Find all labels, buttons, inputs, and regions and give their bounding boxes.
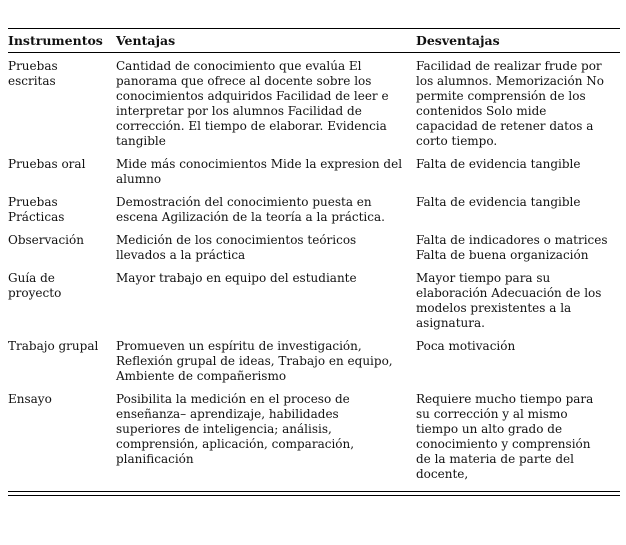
cell-ventajas: Promueven un espíritu de investigación, Reflexión grupal de ideas, Trabajo en equipo, Ambiente de compañerismo: [116, 339, 393, 383]
table-row: [8, 189, 620, 227]
table-row: [8, 265, 620, 333]
cell-instrumento: Guía de proyecto: [8, 271, 62, 300]
cell-ventajas: Medición de los conocimientos teóricos llevados a la práctica: [116, 233, 357, 262]
table-row: [8, 386, 620, 484]
cell-ventajas: Demostración del conocimiento puesta en escena Agilización de la teoría a la práctica.: [116, 195, 385, 224]
cell-instrumento: Pruebas oral: [8, 157, 86, 171]
cell-desventajas: Poca motivación: [416, 339, 516, 353]
header-row: [8, 29, 620, 53]
cell-instrumento: Trabajo grupal: [8, 339, 99, 353]
cell-instrumento: Ensayo: [8, 392, 52, 406]
cell-desventajas: Falta de indicadores o matrices Falta de buena organización: [416, 233, 608, 262]
column-header-desventajas: Desventajas: [416, 29, 620, 53]
table-header: [8, 29, 620, 53]
cell-desventajas: Falta de evidencia tangible: [416, 157, 581, 171]
cell-desventajas: Falta de evidencia tangible: [416, 195, 581, 209]
instruments-comparison-table: [8, 28, 620, 484]
table-bottom-rule: [8, 491, 620, 496]
cell-desventajas: Facilidad de realizar frude por los alumnos. Memorización No permite comprensión de los contenidos Solo mide capacidad de retener datos a corto tiempo.: [416, 59, 604, 148]
cell-instrumento: Observación: [8, 233, 84, 247]
column-header-instrumentos: Instrumentos: [8, 29, 116, 53]
cell-ventajas: Posibilita la medición en el proceso de enseñanza– aprendizaje, habilidades superiores de inteligencia; análisis, comprensión, aplicación, comparación, planificación: [116, 392, 355, 466]
cell-desventajas: Requiere mucho tiempo para su corrección y al mismo tiempo un alto grado de conocimiento y comprensión de la materia de parte del docente,: [416, 392, 594, 481]
table-row: [8, 333, 620, 386]
cell-instrumento: Pruebas Prácticas: [8, 195, 65, 224]
cell-ventajas: Cantidad de conocimiento que evalúa El panorama que ofrece al docente sobre los conocimientos adquiridos Facilidad de leer e interpretar por los alumnos Facilidad de corrección. El tiempo de elaborar. Evidencia tangible: [116, 59, 389, 148]
cell-desventajas: Mayor tiempo para su elaboración Adecuación de los modelos prexistentes a la asignatura.: [416, 271, 602, 330]
table-row: [8, 227, 620, 265]
cell-ventajas: Mide más conocimientos Mide la expresion del alumno: [116, 157, 403, 186]
column-header-ventajas: Ventajas: [116, 29, 416, 53]
table-body: [8, 53, 620, 485]
table-row: [8, 151, 620, 189]
table-row: [8, 53, 620, 152]
cell-instrumento: Pruebas escritas: [8, 59, 58, 88]
cell-ventajas: Mayor trabajo en equipo del estudiante: [116, 271, 357, 285]
